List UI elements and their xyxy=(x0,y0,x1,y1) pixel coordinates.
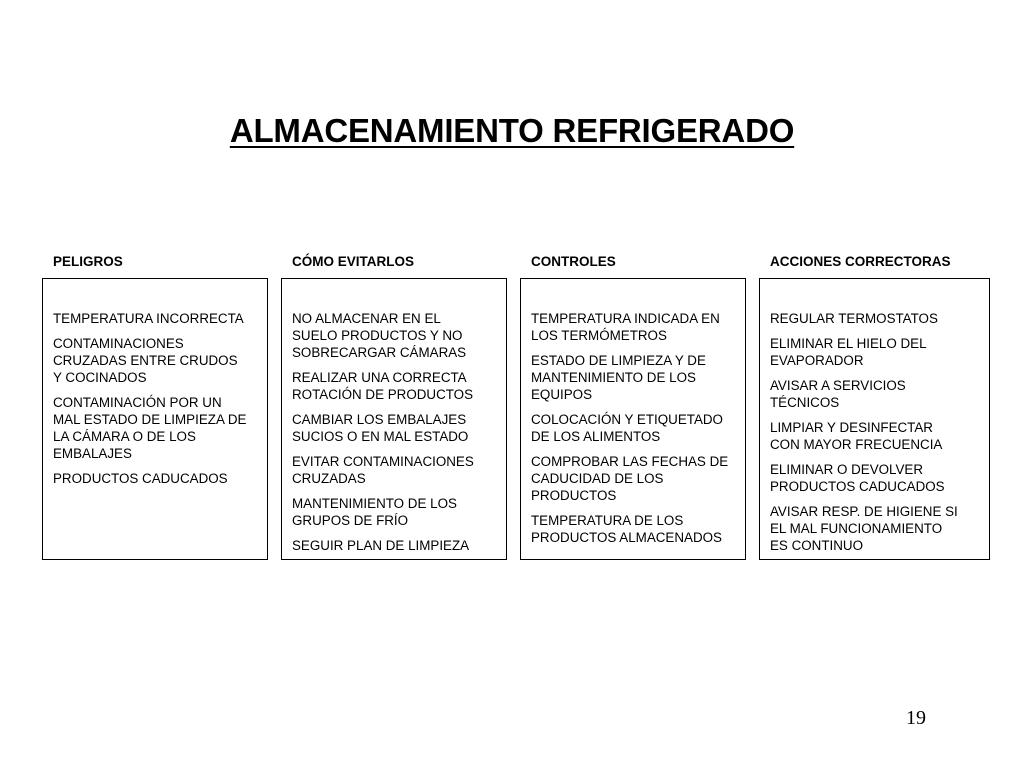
como-evitarlos-box xyxy=(281,278,507,560)
list-item: SEGUIR PLAN DE LIMPIEZA xyxy=(292,538,470,553)
list-item: COLOCACIÓN Y ETIQUETADO DE LOS ALIMENTOS xyxy=(531,412,723,444)
list-item: REGULAR TERMOSTATOS xyxy=(770,311,938,326)
como-evitarlos-list xyxy=(292,310,500,554)
list-item: REALIZAR UNA CORRECTA ROTACIÓN DE PRODUCTOS xyxy=(292,370,474,402)
list-item: NO ALMACENAR EN EL SUELO PRODUCTOS Y NO SOBRECARGAR CÁMARAS xyxy=(292,311,467,360)
list-item: AVISAR RESP. DE HIGIENE SI EL MAL FUNCIONAMIENTO ES CONTINUO xyxy=(770,504,958,553)
column-header-peligros: PELIGROS xyxy=(53,254,123,269)
acciones-correctoras-list xyxy=(770,310,983,554)
peligros-list xyxy=(53,310,261,487)
page-title: ALMACENAMIENTO REFRIGERADO xyxy=(229,112,795,149)
list-item: AVISAR A SERVICIOS TÉCNICOS xyxy=(770,378,906,410)
column-header-controles: CONTROLES xyxy=(531,254,616,269)
list-item: ESTADO DE LIMPIEZA Y DE MANTENIMIENTO DE LOS EQUIPOS xyxy=(531,353,706,402)
column-header-acciones-correctoras: ACCIONES CORRECTORAS xyxy=(770,254,951,269)
list-item: LIMPIAR Y DESINFECTAR CON MAYOR FRECUENCIA xyxy=(770,420,943,452)
controles-box xyxy=(520,278,746,560)
list-item: EVITAR CONTAMINACIONES CRUZADAS xyxy=(292,454,474,486)
list-item: CONTAMINACIONES CRUZADAS ENTRE CRUDOS Y COCINADOS xyxy=(53,336,238,385)
list-item: TEMPERATURA INDICADA EN LOS TERMÓMETROS xyxy=(531,311,720,343)
list-item: TEMPERATURA INCORRECTA xyxy=(53,311,244,326)
list-item: MANTENIMIENTO DE LOS GRUPOS DE FRÍO xyxy=(292,496,457,528)
peligros-box xyxy=(42,278,268,560)
list-item: PRODUCTOS CADUCADOS xyxy=(53,471,228,486)
list-item: ELIMINAR O DEVOLVER PRODUCTOS CADUCADOS xyxy=(770,462,945,494)
list-item: ELIMINAR EL HIELO DEL EVAPORADOR xyxy=(770,336,927,368)
list-item: TEMPERATURA DE LOS PRODUCTOS ALMACENADOS xyxy=(531,513,722,545)
column-header-como-evitarlos: CÓMO EVITARLOS xyxy=(292,254,415,269)
list-item: COMPROBAR LAS FECHAS DE CADUCIDAD DE LOS PRODUCTOS xyxy=(531,454,729,503)
list-item: CONTAMINACIÓN POR UN MAL ESTADO DE LIMPIEZA DE LA CÁMARA O DE LOS EMBALAJES xyxy=(53,395,247,461)
acciones-correctoras-box xyxy=(759,278,990,560)
controles-list xyxy=(531,310,739,546)
list-item: CAMBIAR LOS EMBALAJES SUCIOS O EN MAL ESTADO xyxy=(292,412,469,444)
page-number: 19 xyxy=(906,707,926,729)
